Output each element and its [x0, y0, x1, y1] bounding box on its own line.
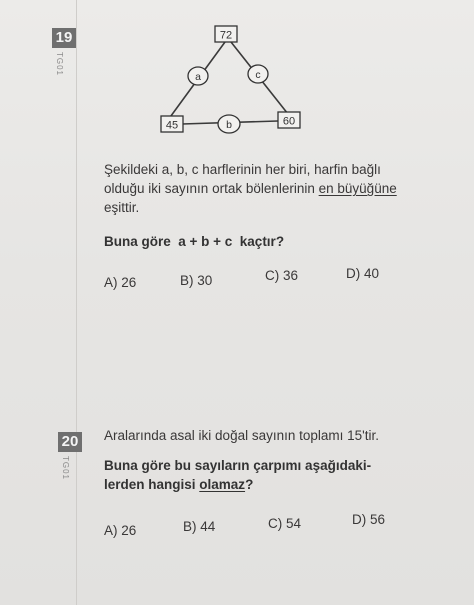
question-19-text-line3: eşittir.	[104, 200, 140, 215]
question-20-text-line1: Aralarında asal iki doğal sayının toplamı 15'tir.	[104, 428, 379, 443]
question-19-underlined-phrase: en büyüğüne	[318, 181, 397, 196]
circle-c-label: c	[255, 69, 261, 81]
question-19-option-d[interactable]: D) 40	[346, 266, 380, 281]
question-19-prompt: Buna göre a + b + c kaçtır?	[104, 234, 285, 249]
question-19-option-b[interactable]: B) 30	[180, 273, 213, 288]
question-19-option-c[interactable]: C) 36	[265, 268, 299, 283]
question-19-side-code: TG01	[55, 52, 64, 77]
question-20-option-d[interactable]: D) 56	[352, 512, 386, 527]
box-left-value: 45	[165, 119, 179, 132]
question-20-prompt-line1: Buna göre bu sayıların çarpımı aşağıdaki-	[104, 458, 372, 473]
circle-b-label: b	[226, 119, 232, 131]
question-20-prompt-line2-a: lerden hangisi	[104, 477, 200, 492]
question-20-prompt-line2-c: ?	[245, 477, 254, 492]
question-19-option-a[interactable]: A) 26	[104, 275, 137, 290]
question-19-number: 19	[52, 28, 76, 48]
box-top-value: 72	[219, 29, 233, 42]
question-20-option-b[interactable]: B) 44	[183, 519, 216, 534]
question-20-number: 20	[58, 432, 82, 452]
question-20-option-c[interactable]: C) 54	[268, 516, 302, 531]
question-20-side-code: TG01	[61, 456, 70, 481]
box-right-value: 60	[282, 115, 296, 128]
question-19-text-line1: Şekildeki a, b, c harflerinin her biri, harfin bağlı	[104, 162, 381, 177]
question-19-text-line2-a: olduğu iki sayının ortak bölenlerinin	[104, 181, 319, 196]
circle-a-label: a	[195, 71, 201, 83]
question-20-underlined-word: olamaz	[199, 477, 246, 492]
question-20-option-a[interactable]: A) 26	[104, 523, 137, 538]
question-19-text-line2	[104, 179, 397, 199]
question-20-prompt-line2	[104, 475, 253, 495]
